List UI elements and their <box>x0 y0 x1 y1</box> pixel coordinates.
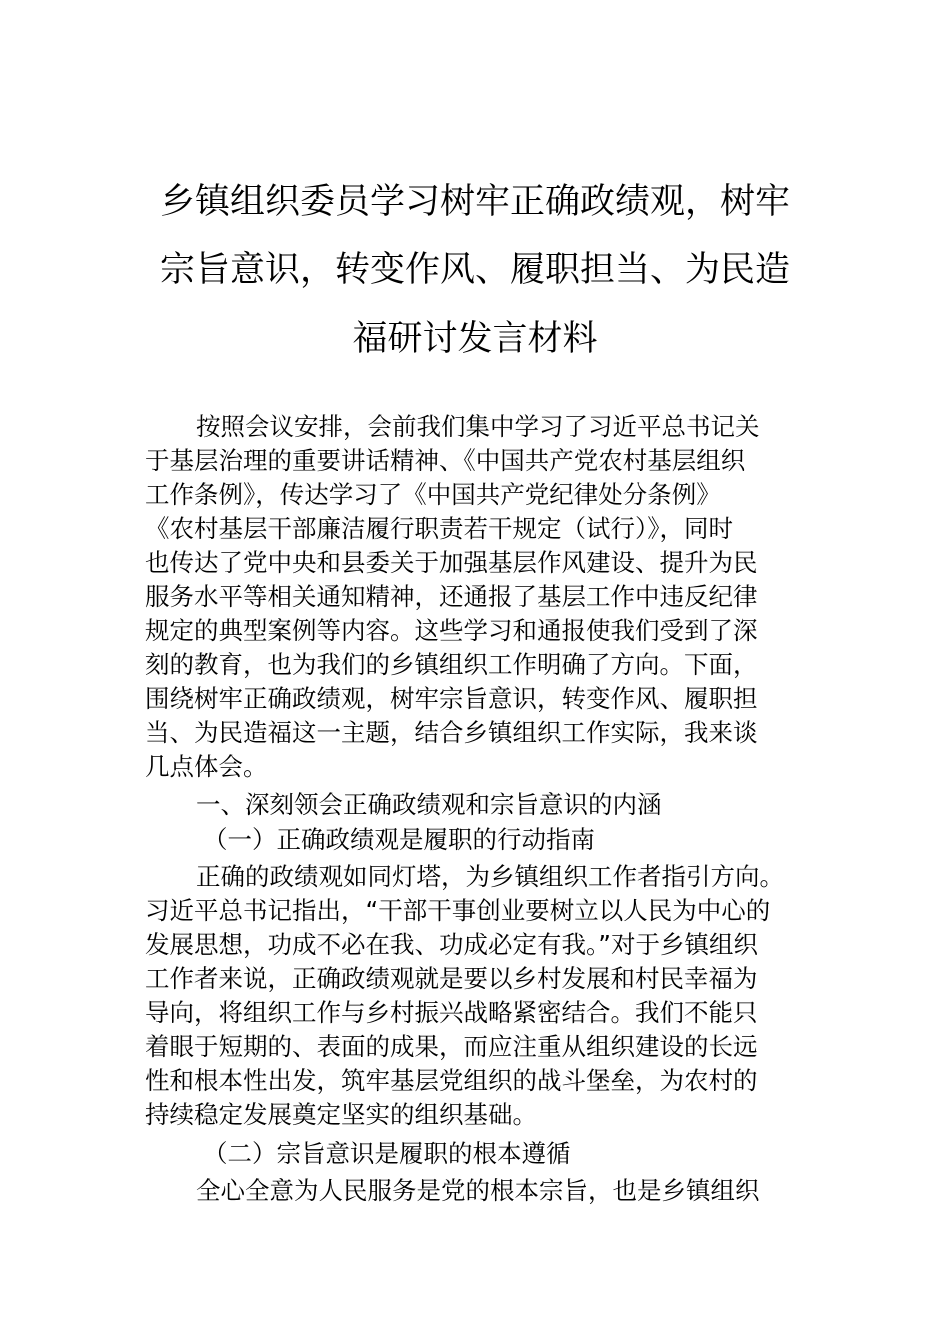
paragraph-line: 于基层治理的重要讲话精神、《中国共产党农村基层组织 <box>145 446 746 475</box>
paragraph-line: 发展思想，功成不必在我、功成必定有我。”对于乡镇组织 <box>145 930 758 959</box>
paragraph-line: 工作者来说，正确政绩观就是要以乡村发展和村民幸福为 <box>145 964 758 993</box>
paragraph-line: 正确的政绩观如同灯塔，为乡镇组织工作者指引方向。 <box>196 862 784 891</box>
paragraph-line: 《农村基层干部廉洁履行职责若干规定（试行）》，同时 <box>145 514 733 543</box>
paragraph-line: 导向，将组织工作与乡村振兴战略紧密结合。我们不能只 <box>145 998 758 1027</box>
paragraph-line: 着眼于短期的、表面的成果，而应注重从组织建设的长远 <box>145 1032 758 1061</box>
document-title-line-3: 福研讨发言材料 <box>352 319 598 359</box>
paragraph-line: 服务水平等相关通知精神，还通报了基层工作中违反纪律 <box>145 582 758 611</box>
paragraph-line: 几点体会。 <box>145 752 268 781</box>
document-title-line-1: 乡镇组织委员学习树牢正确政绩观，树牢 <box>159 182 790 222</box>
paragraph-line: 持续稳定发展奠定坚实的组织基础。 <box>145 1100 537 1129</box>
subsection-heading: （一）正确政绩观是履职的行动指南 <box>203 825 595 854</box>
paragraph-line: 当、为民造福这一主题，结合乡镇组织工作实际，我来谈 <box>145 718 758 747</box>
paragraph-line: 规定的典型案例等内容。这些学习和通报使我们受到了深 <box>145 616 758 645</box>
paragraph-line: 按照会议安排，会前我们集中学习了习近平总书记关 <box>196 412 760 441</box>
paragraph-line: 工作条例》，传达学习了《中国共产党纪律处分条例》 <box>145 480 721 509</box>
document-title-line-2: 宗旨意识，转变作风、履职担当、为民造 <box>159 250 790 290</box>
paragraph-line: 也传达了党中央和县委关于加强基层作风建设、提升为民 <box>145 548 758 577</box>
paragraph-line: 围绕树牢正确政绩观，树牢宗旨意识，转变作风、履职担 <box>145 684 758 713</box>
paragraph-line: 习近平总书记指出，“干部干事创业要树立以人民为中心的 <box>145 896 771 925</box>
subsection-heading: （二）宗旨意识是履职的根本遵循 <box>203 1139 571 1168</box>
section-heading: 一、深刻领会正确政绩观和宗旨意识的内涵 <box>196 790 662 819</box>
paragraph-line: 全心全意为人民服务是党的根本宗旨，也是乡镇组织 <box>196 1176 760 1205</box>
paragraph-line: 刻的教育，也为我们的乡镇组织工作明确了方向。下面， <box>145 650 758 679</box>
paragraph-line: 性和根本性出发，筑牢基层党组织的战斗堡垒，为农村的 <box>145 1066 758 1095</box>
